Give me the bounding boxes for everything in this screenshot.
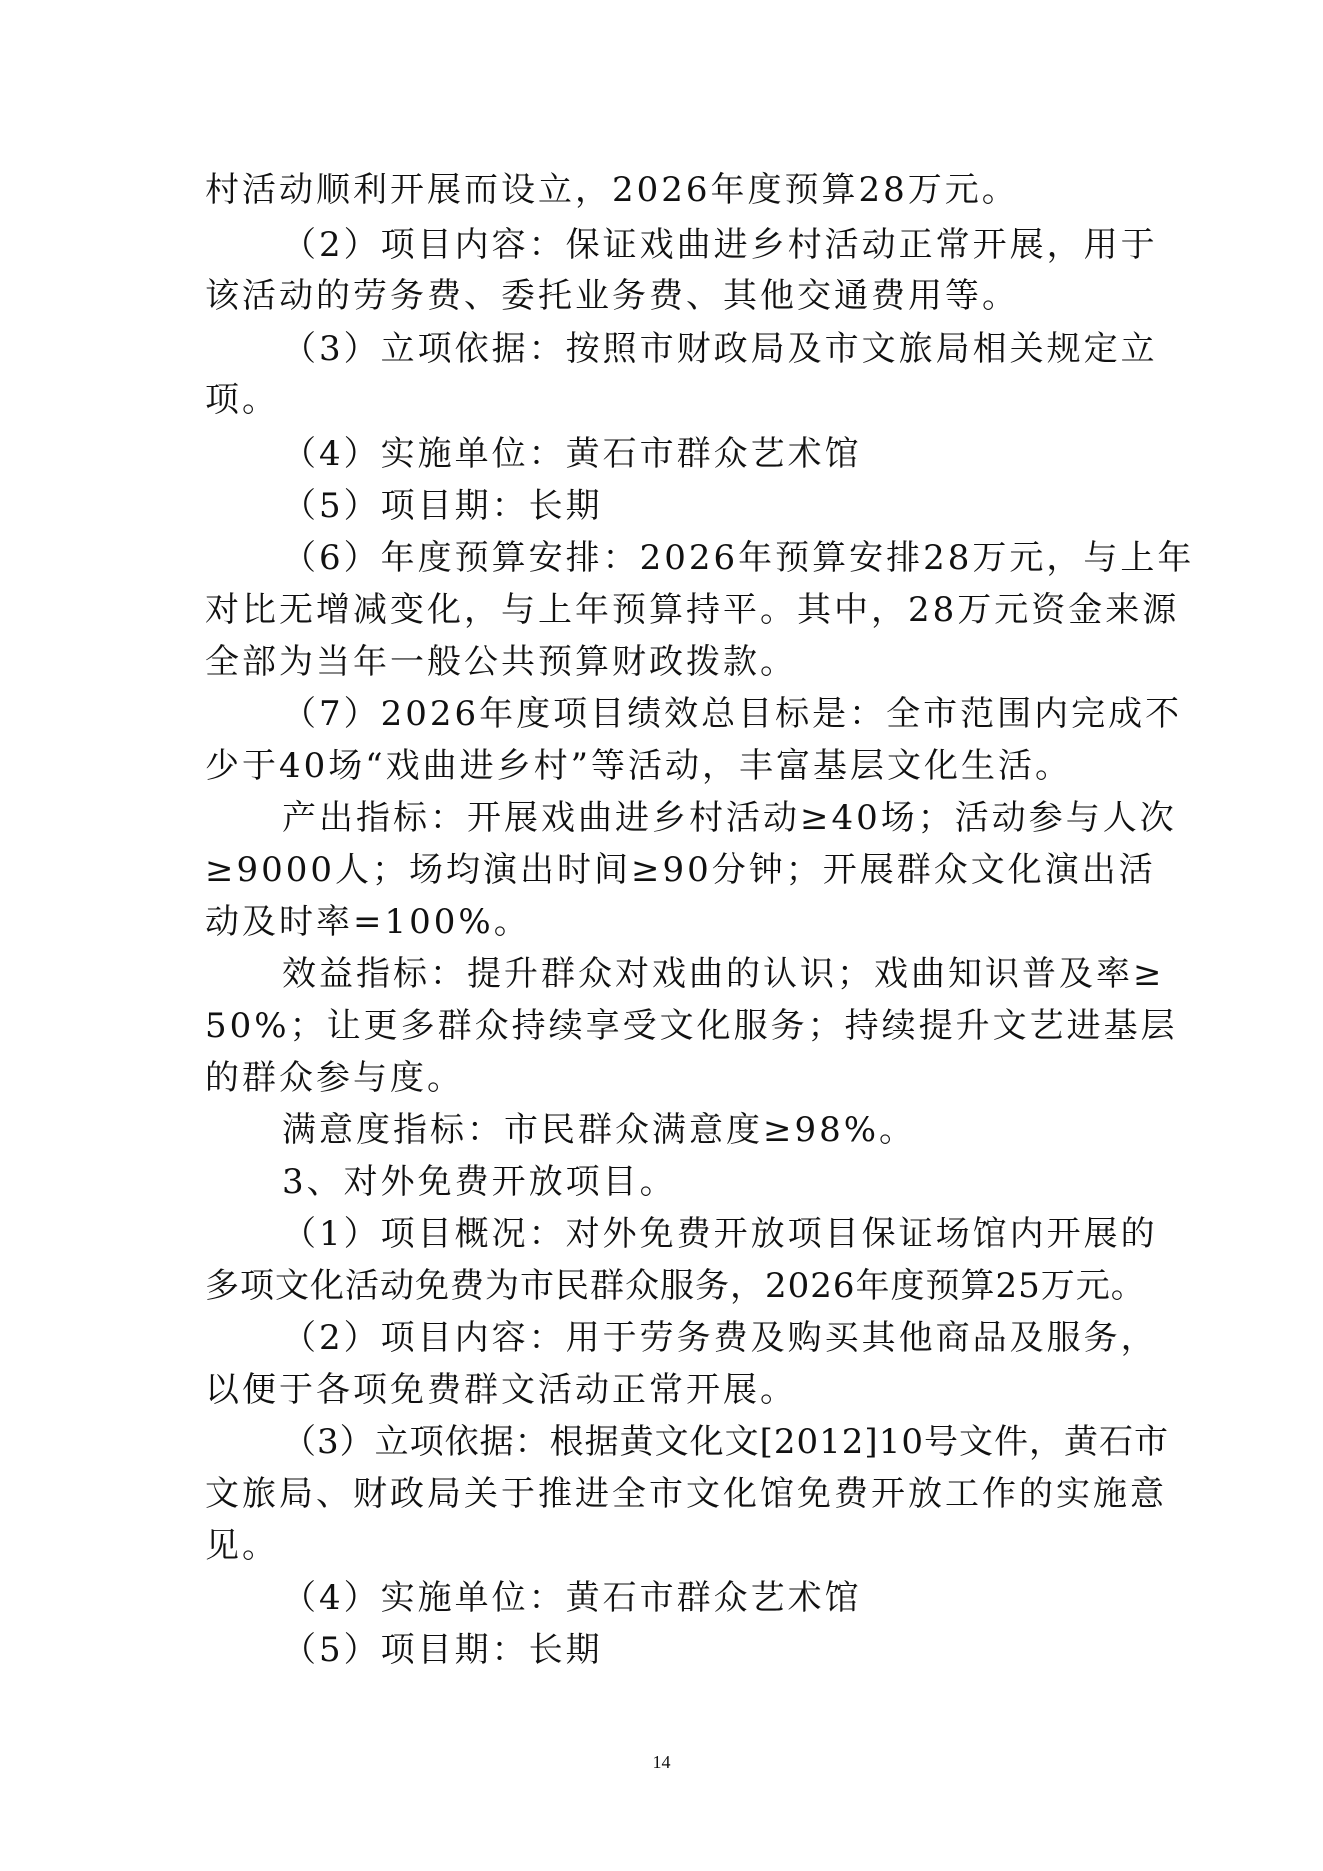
body-line-27: 见。 <box>205 1526 279 1566</box>
body-line-26: 文旅局、财政局关于推进全市文化馆免费开放工作的实施意 <box>205 1474 1167 1514</box>
body-line-16: 效益指标：提升群众对戏曲的认识；戏曲知识普及率≥ <box>282 954 1165 994</box>
body-line-10: 全部为当年一般公共预算财政拨款。 <box>205 642 797 682</box>
body-line-28: （4）实施单位：黄石市群众艺术馆 <box>282 1578 862 1618</box>
body-line-4: （3）立项依据：按照市财政局及市文旅局相关规定立 <box>282 329 1158 369</box>
body-line-8: （6）年度预算安排：2026年预算安排28万元，与上年 <box>282 538 1195 578</box>
body-line-17: 50%；让更多群众持续享受文化服务；持续提升文艺进基层 <box>205 1006 1178 1046</box>
body-line-7: （5）项目期：长期 <box>282 486 603 526</box>
body-line-2: （2）项目内容：保证戏曲进乡村活动正常开展，用于 <box>282 225 1158 265</box>
body-line-15: 动及时率=100%。 <box>205 902 531 942</box>
body-line-29: （5）项目期：长期 <box>282 1630 603 1670</box>
body-line-13: 产出指标：开展戏曲进乡村活动≥40场；活动参与人次 <box>282 798 1177 838</box>
body-line-25: （3）立项依据：根据黄文化文[2012]10号文件，黄石市 <box>282 1422 1169 1462</box>
body-line-12: 少于40场“戏曲进乡村”等活动，丰富基层文化生活。 <box>205 746 1073 786</box>
body-line-24: 以便于各项免费群文活动正常开展。 <box>205 1370 797 1410</box>
body-line-23: （2）项目内容：用于劳务费及购买其他商品及服务， <box>282 1318 1158 1358</box>
page-number: 14 <box>652 1752 671 1772</box>
body-line-6: （4）实施单位：黄石市群众艺术馆 <box>282 434 862 474</box>
body-line-11: （7）2026年度项目绩效总目标是：全市范围内完成不 <box>282 694 1183 734</box>
body-line-9: 对比无增减变化，与上年预算持平。其中，28万元资金来源 <box>205 590 1180 630</box>
body-line-3: 该活动的劳务费、委托业务费、其他交通费用等。 <box>205 276 1019 316</box>
body-line-18: 的群众参与度。 <box>205 1058 464 1098</box>
body-line-1: 村活动顺利开展而设立，2026年度预算28万元。 <box>205 170 1019 210</box>
body-line-5: 项。 <box>205 380 279 420</box>
body-line-14: ≥9000人；场均演出时间≥90分钟；开展群众文化演出活 <box>205 850 1156 890</box>
body-line-21: （1）项目概况：对外免费开放项目保证场馆内开展的 <box>282 1214 1158 1254</box>
section-heading-3: 3、对外免费开放项目。 <box>282 1162 677 1202</box>
body-line-22: 多项文化活动免费为市民群众服务，2026年度预算25万元。 <box>205 1266 1146 1306</box>
body-line-19: 满意度指标：市民群众满意度≥98%。 <box>282 1110 917 1150</box>
